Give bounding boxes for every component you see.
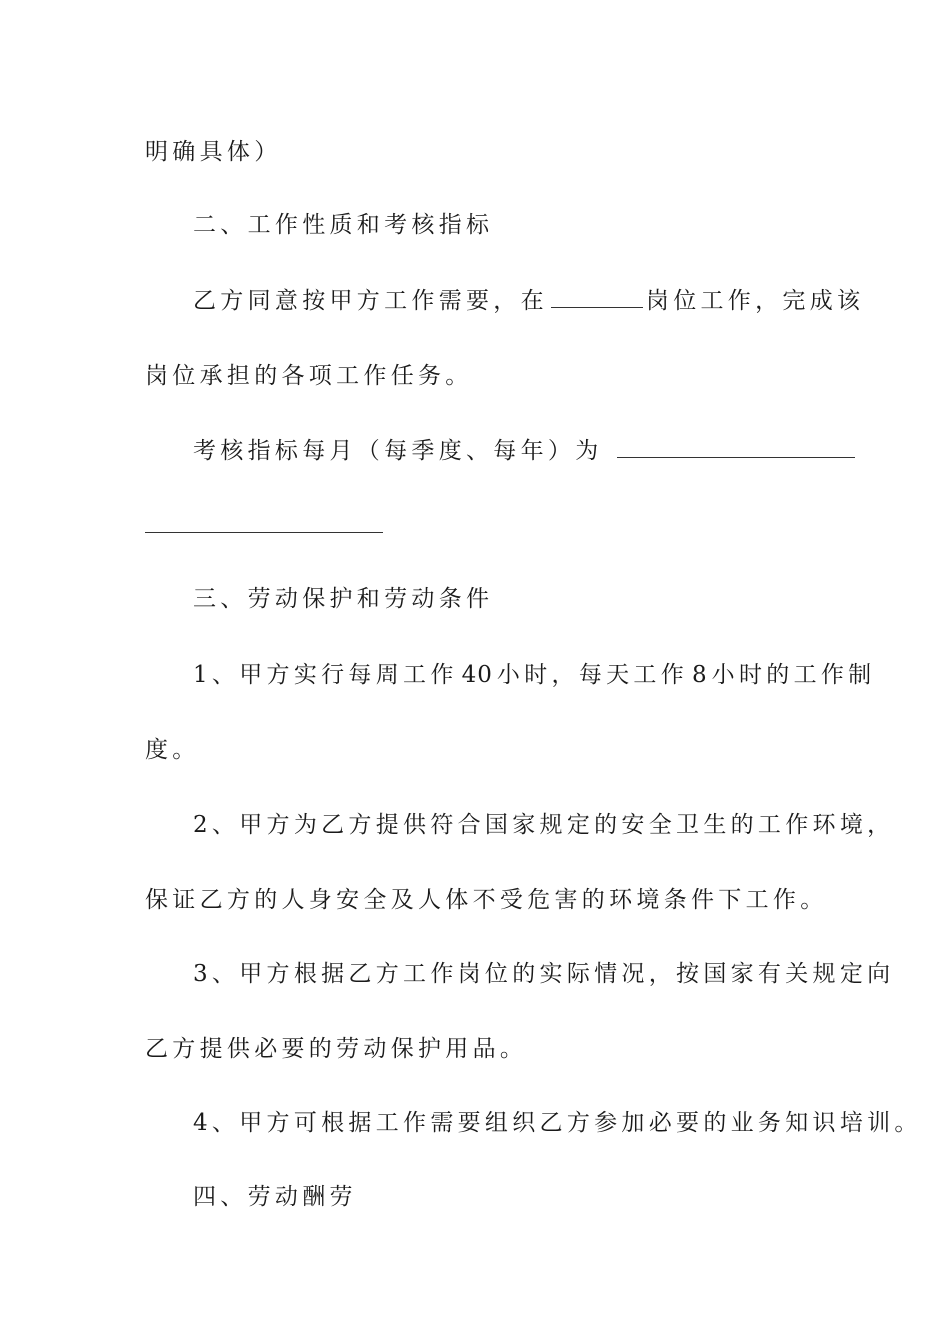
text-segment: 小时，每天工作 [496, 662, 689, 688]
section-heading-3: 三、劳动保护和劳动条件 [193, 586, 494, 612]
paragraph-item-3-cont: 乙方提供必要的劳动保护用品。 [145, 1036, 528, 1062]
section-heading-2: 二、工作性质和考核指标 [193, 212, 494, 238]
paragraph-item-1 [193, 660, 876, 690]
paragraph-item-4: 4、甲方可根据工作需要组织乙方参加必要的业务知识培训。 [193, 1110, 922, 1136]
section-heading-4: 四、劳动酬劳 [193, 1184, 357, 1210]
paragraph-assessment [193, 436, 810, 466]
paragraph-item-3: 3、甲方根据乙方工作岗位的实际情况，按国家有关规定向 [193, 961, 895, 987]
fill-in-blank-position [551, 287, 643, 308]
text-segment: 考核指标每月（每季度、每年）为 [193, 438, 603, 464]
hours-per-day: 8 [692, 662, 708, 688]
text-segment: 小时的工作制 [711, 662, 876, 688]
paragraph-job-position-cont: 岗位承担的各项工作任务。 [145, 363, 473, 389]
hours-per-week: 40 [461, 662, 493, 688]
fill-in-blank-assessment [617, 437, 855, 458]
paragraph-item-2-cont: 保证乙方的人身安全及人体不受危害的环境条件下工作。 [145, 887, 828, 913]
paragraph-job-position [193, 286, 865, 316]
paragraph-continuation: 明确具体） [145, 139, 282, 165]
text-segment: 1、甲方实行每周工作 [193, 662, 458, 688]
paragraph-item-2: 2、甲方为乙方提供符合国家规定的安全卫生的工作环境， [193, 812, 895, 838]
text-segment: 乙方同意按甲方工作需要，在 [193, 288, 548, 314]
text-segment: 岗位工作，完成该 [645, 288, 865, 314]
paragraph-item-1-cont: 度。 [145, 737, 200, 763]
fill-in-blank-assessment-cont [145, 532, 383, 533]
